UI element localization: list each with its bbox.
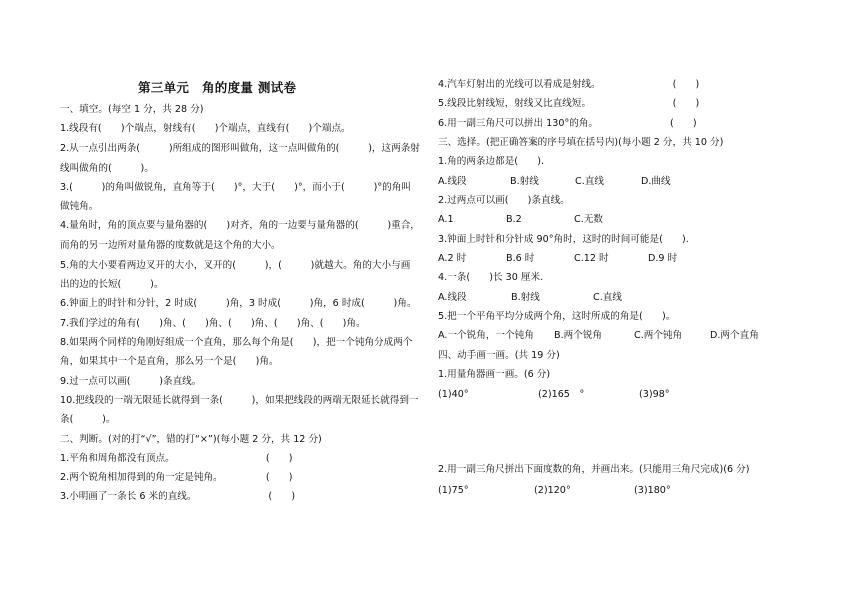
option: B.两个锐角 xyxy=(554,330,603,341)
fill-q3-line1: 3.( )的角叫做锐角，直角等于( )°，大于( )°，而小于( )°的角叫 xyxy=(60,182,411,193)
judge-q3: 3.小明画了一条长 6 米的直线。 ( ) xyxy=(60,491,296,502)
option: B.6 时 xyxy=(506,253,535,264)
choice-q4-options xyxy=(438,292,808,304)
judge-q6: 6.用一副三角尺可以拼出 130°的角。 ( ) xyxy=(438,118,697,129)
fill-q4-line1: 4.量角时，角的顶点要与量角器的( )对齐，角的一边要与量角器的( )重合， xyxy=(60,220,420,231)
fill-q5-line2: 出的边的长短( )。 xyxy=(60,279,164,290)
angle-item: (2)165 ° xyxy=(538,389,585,400)
fill-q10-line2: 条( )。 xyxy=(60,414,116,425)
choice-q4: 4.一条( )长 30 厘米. xyxy=(438,272,544,283)
option: A.线段 xyxy=(438,176,467,187)
page-title: 第三单元 角的度量 测试卷 xyxy=(138,80,297,95)
angle-item: (3)98° xyxy=(639,389,670,400)
judge-q4: 4.汽车灯射出的光线可以看成是射线。 ( ) xyxy=(438,79,700,90)
fill-q8-line2: 角，如果其中一个是直角，那么另一个是( )角。 xyxy=(60,356,279,367)
option: C.两个钝角 xyxy=(634,330,683,341)
fill-q6: 6.钟面上的时针和分针，2 时成( )角，3 时成( )角，6 时成( )角。 xyxy=(60,298,417,309)
choice-q2-options xyxy=(438,214,808,226)
choice-q5-options xyxy=(438,330,808,342)
fill-q3-line2: 做钝角。 xyxy=(60,201,99,212)
judge-q2: 2.两个锐角相加得到的角一定是钝角。 ( ) xyxy=(60,472,293,483)
draw-q1: 1.用量角器画一画。(6 分) xyxy=(438,369,551,380)
option: B.2 xyxy=(506,214,522,225)
section-draw-header: 四、动手画一画。(共 19 分) xyxy=(438,350,560,361)
option: A.2 时 xyxy=(438,253,467,264)
option: A.线段 xyxy=(438,292,467,303)
option: C.直线 xyxy=(575,176,604,187)
choice-q2: 2.过两点可以画( )条直线。 xyxy=(438,195,570,206)
draw-q2-items xyxy=(438,485,808,497)
fill-q4-line2: 而角的另一边所对量角器的度数就是这个角的大小。 xyxy=(60,240,281,251)
angle-item: (3)180° xyxy=(634,485,671,496)
option: C.直线 xyxy=(593,292,622,303)
option: D.两个直角 xyxy=(710,330,759,341)
option: C.无数 xyxy=(574,214,603,225)
fill-q2-line1: 2.从一点引出两条( )所组成的图形叫做角，这一点叫做角的( )，这两条射 xyxy=(60,143,420,154)
fill-q7: 7.我们学过的角有( )角、( )角、( )角、( )角、( )角。 xyxy=(60,318,366,329)
choice-q1-options xyxy=(438,176,808,188)
section-judge-header: 二、判断。(对的打“√”，错的打“×”)(每小题 2 分，共 12 分) xyxy=(60,434,322,445)
option: A.1 xyxy=(438,214,454,225)
fill-q10-line1: 10.把线段的一端无限延长就得到一条( )，如果把线段的两端无限延长就得到一 xyxy=(60,395,419,406)
fill-q9: 9.过一点可以画( )条直线。 xyxy=(60,376,202,387)
choice-q5: 5.把一个平角平均分成两个角，这时所成的角是( )。 xyxy=(438,311,676,322)
judge-q5: 5.线段比射线短，射线又比直线短。 ( ) xyxy=(438,98,700,109)
fill-q8-line1: 8.如果两个同样的角刚好组成一个直角，那么每个角是( )，把一个钝角分成两个 xyxy=(60,337,413,348)
option: C.12 时 xyxy=(574,253,609,264)
option: B.射线 xyxy=(511,292,540,303)
option: D.9 时 xyxy=(648,253,678,264)
fill-q5-line1: 5.角的大小要看两边叉开的大小，叉开的( )，( )就越大。角的大小与画 xyxy=(60,260,411,271)
choice-q3-options xyxy=(438,253,808,265)
option: A.一个锐角，一个钝角 xyxy=(438,330,534,341)
section-fill-blank-header: 一、填空。(每空 1 分，共 28 分) xyxy=(60,104,204,115)
choice-q3: 3.钟面上时针和分针成 90°角时，这时的时间可能是( ). xyxy=(438,234,689,245)
fill-q1: 1.线段有( )个端点，射线有( )个端点，直线有( )个端点。 xyxy=(60,123,351,134)
angle-item: (2)120° xyxy=(534,485,571,496)
angle-item: (1)40° xyxy=(438,389,469,400)
draw-q1-items xyxy=(438,389,808,401)
choice-q1: 1.角的两条边都是( ). xyxy=(438,156,545,167)
option: B.射线 xyxy=(510,176,539,187)
draw-q2: 2.用一副三角尺拼出下面度数的角，并画出来。(只能用三角尺完成)(6 分) xyxy=(438,464,750,475)
angle-item: (1)75° xyxy=(438,485,469,496)
judge-q1: 1.平角和周角都没有顶点。 ( ) xyxy=(60,453,293,464)
fill-q2-line2: 线叫做角的( )。 xyxy=(60,163,154,174)
section-choice-header: 三、选择。(把正确答案的序号填在括号内)(每小题 2 分，共 10 分) xyxy=(438,137,724,148)
option: D.曲线 xyxy=(641,176,671,187)
